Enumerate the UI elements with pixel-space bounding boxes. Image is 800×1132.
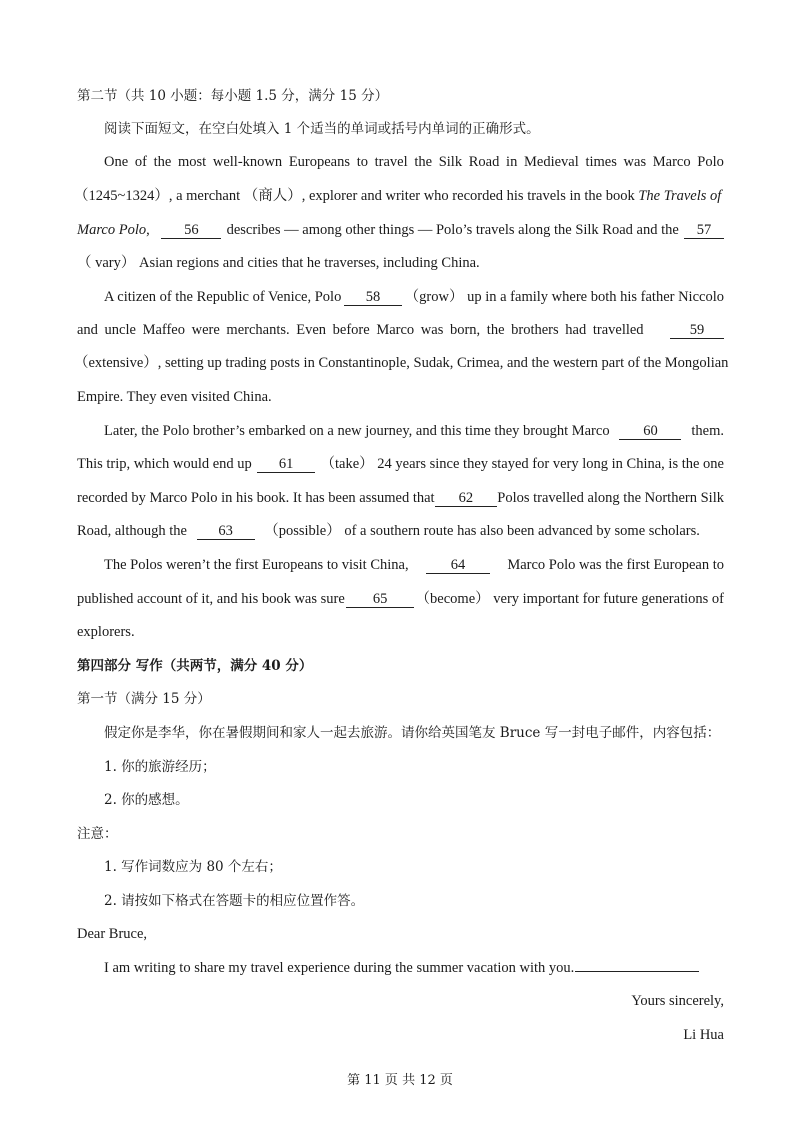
p4-line-2: published account of it, and his book was sure 65 （become） very important for future generations of — [77, 591, 724, 607]
p2-line-3: （extensive）, setting up trading posts in Constantinople, Sudak, Crimea, and the western part of the Mongolian — [74, 355, 729, 371]
p3-line-4: Road, although the 63 （possible） of a southern route has also been advanced by some scholars. — [77, 523, 700, 539]
note-item-2: 2. 请按如下格式在答题卡的相应位置作答。 — [104, 893, 365, 909]
prompt-item-2: 2. 你的感想。 — [104, 792, 189, 808]
part4-subheading: 第一节（满分 15 分） — [77, 691, 211, 707]
writing-prompt: 假定你是李华，你在暑假期间和家人一起去旅游。请你给英国笔友 Bruce 写一封电子邮件，内容包括： — [104, 725, 721, 741]
p3-line-3: recorded by Marco Polo in his book. It has been assumed that 62 Polos travelled along the Northern Silk — [77, 490, 724, 506]
p2-line-2: and uncle Maffeo were merchants. Even before Marco was born, the brothers had travelled 59 — [77, 321, 724, 339]
letter-opening: I am writing to share my travel experience during the summer vacation with you. — [104, 959, 699, 977]
blank-57[interactable]: 57 — [684, 222, 724, 239]
blank-64[interactable]: 64 — [426, 557, 490, 574]
p4-line-1: The Polos weren’t the first Europeans to visit China, 64 Marco Polo was the first European to — [104, 557, 724, 573]
blank-59[interactable]: 59 — [670, 322, 724, 339]
writing-answer-line[interactable] — [575, 971, 699, 972]
letter-greeting: Dear Bruce, — [77, 926, 148, 942]
section-heading: 第二节（共 10 小题：每小题 1.5 分，满分 15 分） — [77, 88, 389, 104]
p1-line-3: Marco Polo, 56 describes — among other things — Polo’s travels along the Silk Road and the 57 — [77, 221, 724, 239]
blank-63[interactable]: 63 — [197, 523, 255, 540]
blank-58[interactable]: 58 — [344, 289, 402, 306]
note-label: 注意： — [77, 826, 118, 842]
p3-line-2: This trip, which would end up 61 （take） 24 years since they stayed for very long in China, is the one — [77, 456, 724, 472]
note-item-1: 1. 写作词数应为 80 个左右； — [104, 859, 282, 875]
p2-line-4: Empire. They even visited China. — [77, 389, 272, 405]
p4-line-3: explorers. — [77, 624, 135, 640]
blank-65[interactable]: 65 — [346, 591, 414, 608]
letter-closing: Yours sincerely, — [631, 993, 724, 1009]
p1-line-2: （1245~1324）, a merchant （商人）, explorer and writer who recorded his travels in the book The Travels of — [74, 188, 722, 204]
blank-61[interactable]: 61 — [257, 456, 315, 473]
page-footer: 第 11 页 共 12 页 — [347, 1073, 453, 1088]
prompt-item-1: 1. 你的旅游经历； — [104, 759, 216, 775]
p2-line-1: A citizen of the Republic of Venice, Polo 58 （grow） up in a family where both his father Niccolo — [104, 289, 724, 305]
p3-line-1: Later, the Polo brother’s embarked on a new journey, and this time they brought Marco 60 them. — [104, 423, 724, 439]
blank-60[interactable]: 60 — [619, 423, 681, 440]
p1-line-4: （ vary） Asian regions and cities that he traverses, including China. — [77, 255, 480, 271]
blank-56[interactable]: 56 — [161, 222, 221, 239]
part4-heading: 第四部分 写作（共两节，满分 40 分） — [77, 658, 313, 674]
instruction-text: 阅读下面短文，在空白处填入 1 个适当的单词或括号内单词的正确形式。 — [104, 121, 540, 137]
p1-line-1: One of the most well-known Europeans to travel the Silk Road in Medieval times was Marco Polo — [104, 154, 724, 170]
blank-62[interactable]: 62 — [435, 490, 497, 507]
letter-signature: Li Hua — [683, 1027, 724, 1043]
